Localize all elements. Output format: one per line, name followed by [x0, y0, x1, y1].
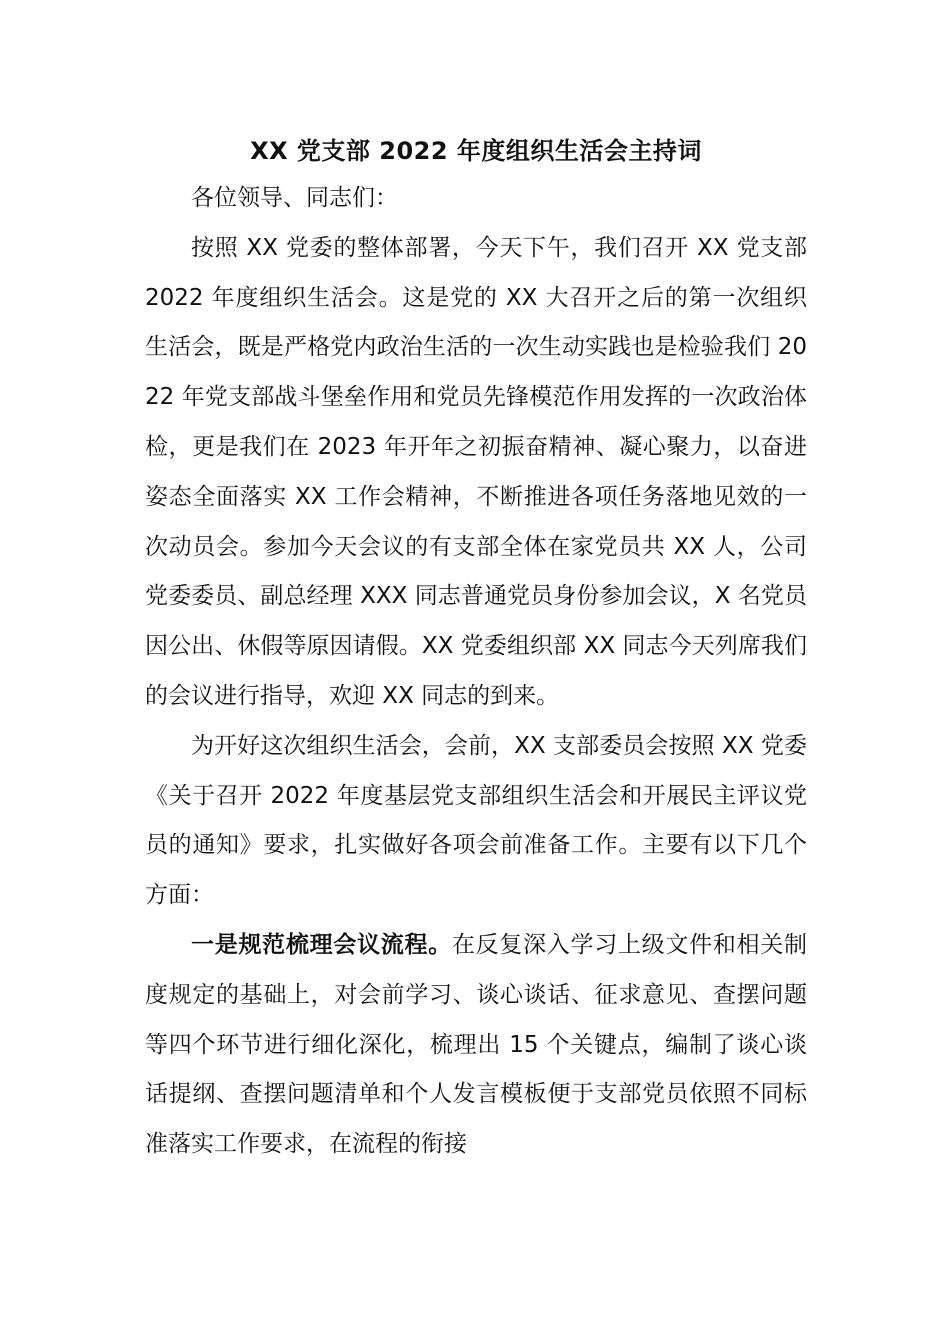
paragraph-2: 为开好这次组织生活会，会前，XX 支部委员会按照 XX 党委《关于召开 2022 年度基层党支部组织生活会和开展民主评议党员的通知》要求，扎实做好各项会前准备工作。主要有以下几个方面： — [145, 732, 807, 909]
document-page — [145, 128, 807, 1170]
paragraph-3-lead: 一是规范梳理会议流程。 — [191, 931, 452, 958]
paragraph-3-body: 在反复深入学习上级文件和相关制度规定的基础上，对会前学习、谈心谈话、征求意见、查摆问题等四个环节进行细化深化，梳理出 15 个关键点，编制了谈心谈话提纲、查摆问题清单和个人发言模板便于支部党员依照不同标准落实工作要求，在流程的衔接 — [145, 931, 808, 1158]
paragraph-1: 按照 XX 党委的整体部署，今天下午，我们召开 XX 党支部 2022 年度组织生活会。这是党的 XX 大召开之后的第一次组织生活会，既是严格党内政治生活的一次生动实践也是检验我们 2022 年党支部战斗堡垒作用和党员先锋模范作用发挥的一次政治体检，更是我们在 2023 年开年之初振奋精神、凝心聚力，以奋进姿态全面落实 XX 工作会精神，不断推进各项任务落地见效的一次动员会。参加今天会议的有支部全体在家党员共 XX 人，公司党委委员、副总经理 XXX 同志普通党员身份参加会议，X 名党员因公出、休假等原因请假。XX 党委组织部 XX 同志今天列席我们的会议进行指导，欢迎 XX 同志的到来。 — [145, 234, 807, 709]
document-title: XX 党支部 2022 年度组织生活会主持词 — [250, 137, 702, 165]
paragraph-3 — [145, 921, 807, 1170]
salutation: 各位领导、同志们： — [191, 185, 398, 211]
